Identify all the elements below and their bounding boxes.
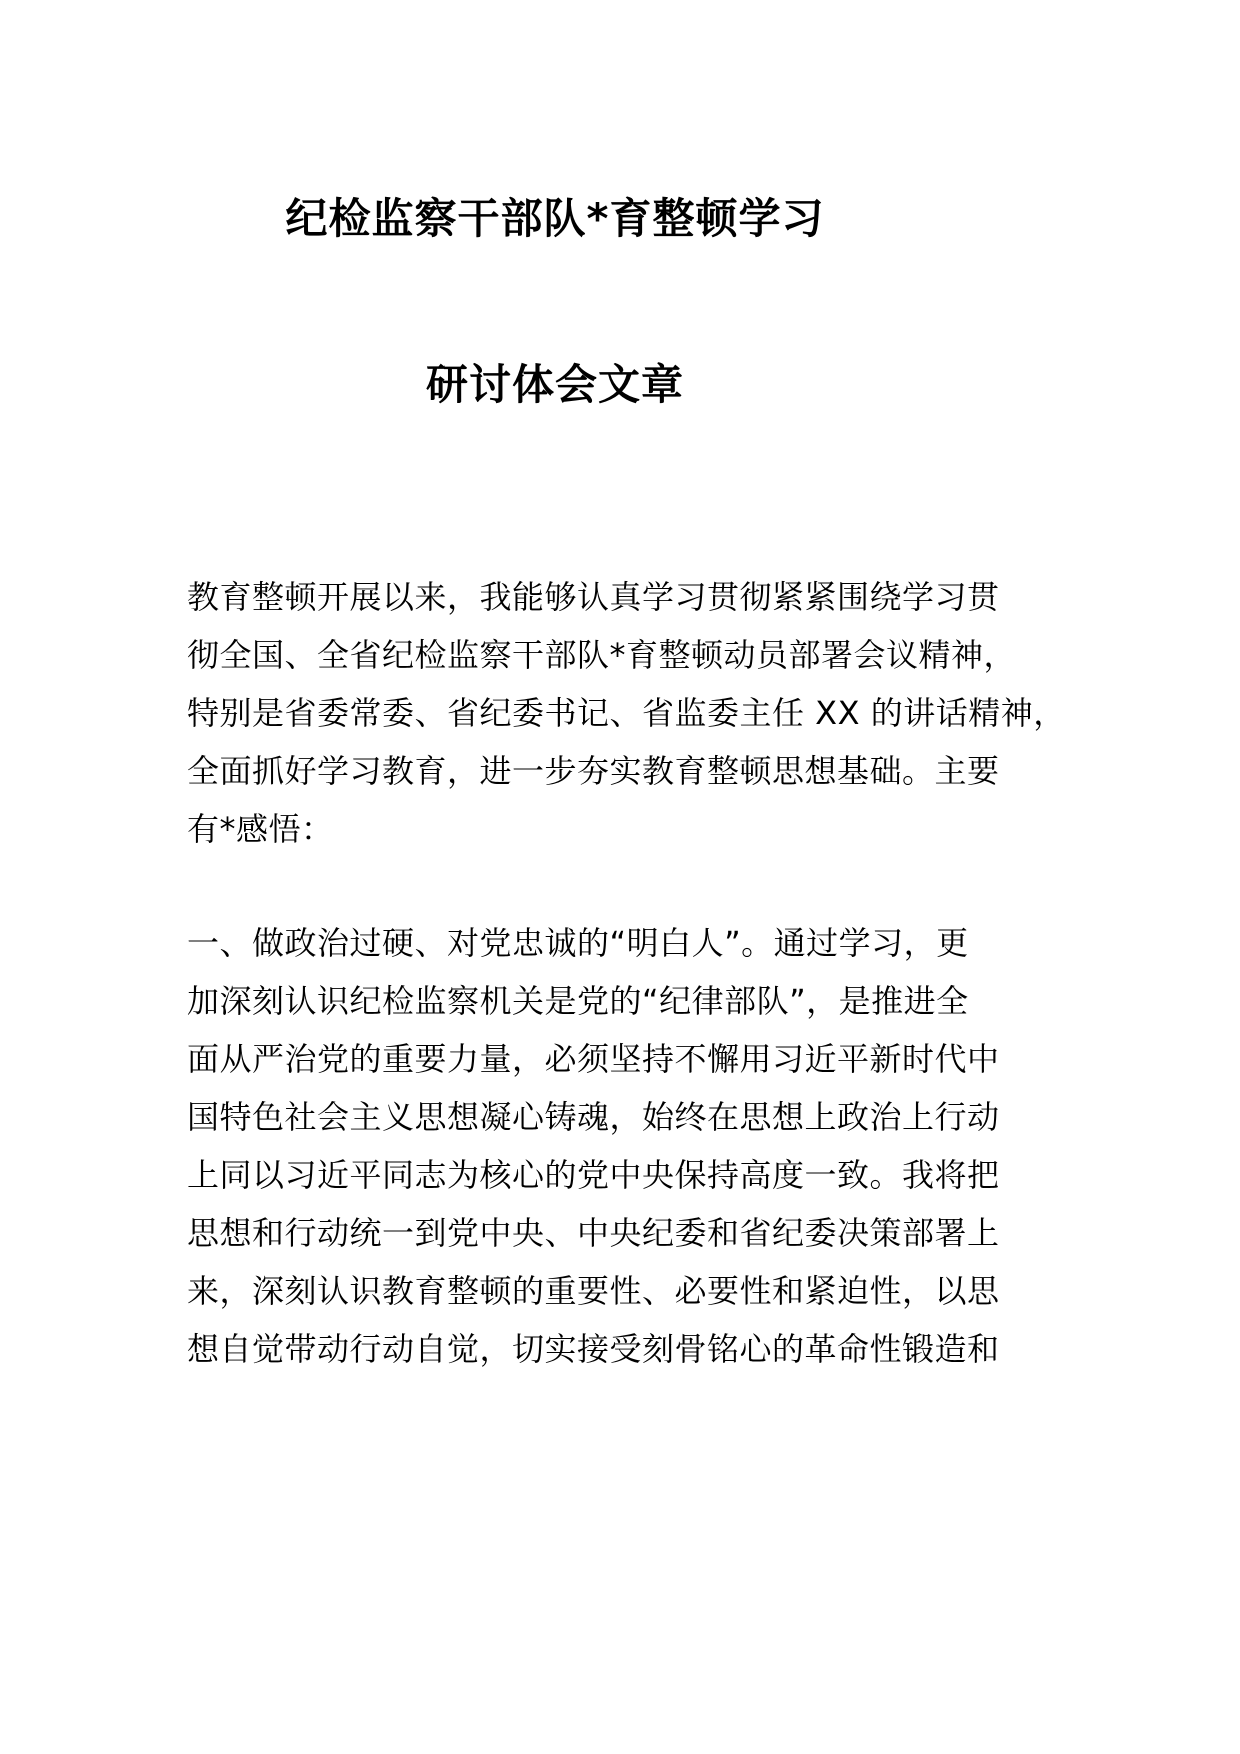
text-line: 加深刻认识纪检监察机关是党的“纪律部队”，是推进全	[187, 982, 969, 1020]
text-line: 面从严治党的重要力量，必须坚持不懈用习近平新时代中	[187, 1040, 1000, 1078]
text-line: 国特色社会主义思想凝心铸魂，始终在思想上政治上行动	[187, 1098, 1000, 1136]
text-line: 思想和行动统一到党中央、中央纪委和省纪委决策部署上	[187, 1214, 1000, 1252]
document-title-line-2: 研讨体会文章	[425, 360, 684, 409]
text-line: 想自觉带动行动自觉，切实接受刻骨铭心的革命性锻造和	[187, 1330, 1000, 1368]
text-line: 教育整顿开展以来，我能够认真学习贯彻紧紧围绕学习贯	[187, 578, 1000, 616]
text-line: 特别是省委常委、省纪委书记、省监委主任 XX 的讲话精神，	[187, 694, 1066, 732]
text-line: 一、做政治过硬、对党忠诚的“明白人”。通过学习，更	[187, 924, 969, 962]
text-line: 有*感悟：	[187, 810, 334, 848]
text-line: 彻全国、全省纪检监察干部队*育整顿动员部署会议精神，	[187, 636, 1017, 674]
text-line: 来，深刻认识教育整顿的重要性、必要性和紧迫性，以思	[187, 1272, 1000, 1310]
text-line: 上同以习近平同志为核心的党中央保持高度一致。我将把	[187, 1156, 1000, 1194]
text-line: 全面抓好学习教育，进一步夯实教育整顿思想基础。主要	[187, 752, 1000, 790]
document-title-line-1: 纪检监察干部队*育整顿学习	[285, 194, 825, 243]
